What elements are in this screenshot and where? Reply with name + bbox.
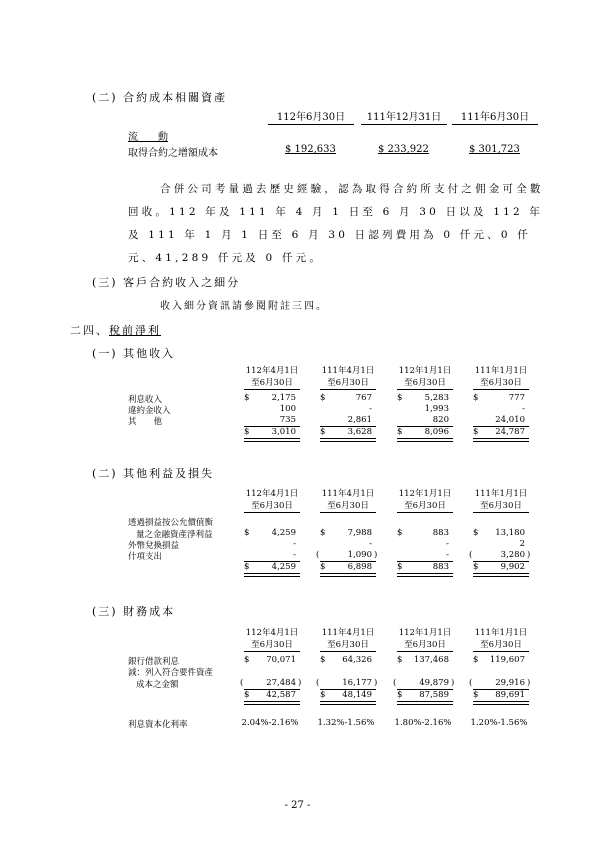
header-rule (473, 512, 529, 513)
dollar-sign: $ (473, 528, 479, 538)
finance-costs-title: (三) 財務成本 (92, 605, 176, 618)
column-header: 112年4月1日 (245, 366, 299, 376)
row-label: 量之金融資產淨利益 (136, 530, 213, 540)
paren-open: ( (316, 678, 320, 688)
note-title: 稅前淨利 (109, 324, 161, 337)
column-header: 111年4月1日 (321, 366, 375, 376)
total-cell: 4,259 (271, 562, 296, 572)
total-cell: 6,898 (347, 562, 372, 572)
row-label: 利息收入 (128, 395, 163, 405)
row-label: 減：列入符合要件資產 (128, 668, 214, 678)
dollar-sign: $ (244, 690, 250, 700)
value-cell: 49,879 (419, 678, 449, 688)
column-header: 111年1月1日 (474, 366, 528, 376)
total-cell: 3,628 (347, 427, 372, 437)
value-cell: 4,259 (271, 528, 296, 538)
row-label: 成本之金額 (136, 680, 179, 690)
column-header: 111年4月1日 (321, 489, 375, 499)
header-rule (320, 389, 376, 390)
row-label: 其 他 (128, 417, 163, 427)
header-rule (244, 512, 300, 513)
paren-close: ) (451, 678, 455, 688)
value-cell: 7,988 (347, 528, 372, 538)
value-cell: 2,861 (347, 415, 372, 425)
dollar-sign: $ (320, 393, 326, 403)
total-cell: 9,902 (500, 562, 525, 572)
row-label: 銀行借款利息 (128, 657, 180, 667)
double-rule (473, 573, 529, 577)
column-header: 112年4月1日 (245, 628, 299, 638)
dollar-sign: $ (320, 690, 326, 700)
dollar-sign: $ (320, 562, 326, 572)
value-cell: - (522, 404, 525, 414)
value-cell: 1,090 (347, 550, 372, 560)
contract-cost-paragraph: 合併公司考量過去歷史經驗，認為取得合約所支付之佣金可全數回收。112 年及 111 年 4 月 1 日至 6 月 30 日以及 112 年及 111 年 1 月 1 日至 6 月 30 日認列費用為 0 仟元、0 仟元、41,289 仟元及 0 仟元。 (128, 183, 544, 264)
double-rule (320, 438, 376, 442)
value-cell: 16,177 (342, 678, 372, 688)
section-revenue-breakdown-title: (三) 客戶合約收入之細分 (92, 276, 241, 289)
total-cell: 87,589 (419, 690, 449, 700)
page-number: - 27 - (284, 800, 311, 811)
header-rule (320, 512, 376, 513)
dollar-sign: $ (473, 655, 479, 665)
value-cell: - (369, 539, 372, 549)
column-header: 111年4月1日 (321, 628, 375, 638)
value-cell: 29,916 (495, 678, 525, 688)
dollar-sign: $ (473, 427, 479, 437)
dollar-sign: $ (397, 393, 403, 403)
header-rule (244, 389, 300, 390)
row-label: 外幣兌換損益 (128, 541, 180, 551)
header-rule (452, 124, 538, 125)
column-header: 至6月30日 (251, 378, 293, 388)
dollar-sign: $ (320, 427, 326, 437)
value-cell: - (446, 550, 449, 560)
paren-close: ) (527, 678, 531, 688)
col-header-date-2: 111年12月31日 (366, 112, 442, 123)
double-rule (320, 701, 376, 705)
value-cell: 2 (519, 539, 525, 549)
value-cell: 27,484 (266, 678, 296, 688)
rate-cell: 2.04%-2.16% (241, 718, 299, 728)
total-cell: 48,149 (342, 690, 372, 700)
total-cell: 883 (432, 562, 449, 572)
header-rule (397, 512, 453, 513)
rate-cell: 1.80%-2.16% (394, 718, 452, 728)
revenue-breakdown-note: 收入細分資訊請參閱附註三四。 (160, 301, 328, 312)
header-rule (397, 651, 453, 652)
value-cell: - (293, 539, 296, 549)
note-number: 二四、 (70, 324, 109, 337)
header-rule (244, 651, 300, 652)
value-cell: 70,071 (266, 655, 296, 665)
column-header: 112年4月1日 (245, 489, 299, 499)
column-header: 至6月30日 (404, 378, 446, 388)
value-cell: 820 (432, 415, 449, 425)
value-cell: 767 (355, 393, 372, 403)
header-rule (361, 124, 447, 125)
value-cell: 119,607 (489, 655, 525, 665)
dollar-sign: $ (397, 562, 403, 572)
dollar-sign: $ (397, 690, 403, 700)
value-cell: 24,010 (495, 415, 525, 425)
paren-close: ) (527, 550, 531, 560)
dollar-sign: $ (473, 393, 479, 403)
double-rule (473, 438, 529, 442)
total-cell: 24,787 (495, 427, 525, 437)
column-header: 至6月30日 (327, 378, 369, 388)
value-cell: 137,468 (413, 655, 449, 665)
column-header: 至6月30日 (404, 640, 446, 650)
total-cell: 89,691 (495, 690, 525, 700)
row-label: 什項支出 (128, 552, 163, 562)
dollar-sign: $ (244, 528, 250, 538)
double-rule (320, 573, 376, 577)
dollar-sign: $ (244, 562, 250, 572)
col-header-date-3: 111年6月30日 (460, 112, 530, 123)
header-rule (473, 651, 529, 652)
rate-cell: 1.20%-1.56% (470, 718, 528, 728)
header-rule (473, 389, 529, 390)
value-cell: $ 301,723 (469, 144, 520, 155)
rate-label: 利息資本化利率 (128, 720, 188, 730)
column-header: 112年1月1日 (398, 628, 452, 638)
double-rule (397, 573, 453, 577)
section-contract-cost-title: (二) 合約成本相關資產 (92, 91, 228, 104)
double-rule (397, 438, 453, 442)
dollar-sign: $ (397, 528, 403, 538)
paren-open: ( (240, 678, 244, 688)
paren-close: ) (298, 678, 302, 688)
row-label: 透過損益按公允價值衡 (128, 518, 214, 528)
value-cell: 64,326 (342, 655, 372, 665)
total-cell: 3,010 (271, 427, 296, 437)
column-header: 112年1月1日 (398, 366, 452, 376)
total-cell: 42,587 (266, 690, 296, 700)
double-rule (244, 701, 300, 705)
value-cell: 777 (508, 393, 525, 403)
column-header: 至6月30日 (251, 640, 293, 650)
dollar-sign: $ (397, 427, 403, 437)
value-cell: 883 (432, 528, 449, 538)
column-header: 至6月30日 (404, 501, 446, 511)
dollar-sign: $ (244, 655, 250, 665)
paren-close: ) (374, 550, 378, 560)
value-cell: $ 233,922 (378, 144, 429, 155)
dollar-sign: $ (397, 655, 403, 665)
row-label: 取得合約之增額成本 (128, 148, 218, 159)
paren-open: ( (316, 550, 320, 560)
double-rule (473, 701, 529, 705)
column-header: 至6月30日 (327, 501, 369, 511)
column-header: 至6月30日 (480, 378, 522, 388)
dollar-sign: $ (320, 528, 326, 538)
paren-open: ( (469, 550, 473, 560)
double-rule (397, 701, 453, 705)
dollar-sign: $ (473, 690, 479, 700)
dollar-sign: $ (244, 427, 250, 437)
header-rule (397, 389, 453, 390)
other-gains-losses-title: (二) 其他利益及損失 (92, 467, 215, 480)
column-header: 111年1月1日 (474, 628, 528, 638)
header-rule (320, 651, 376, 652)
column-header: 111年1月1日 (474, 489, 528, 499)
value-cell: 100 (279, 404, 296, 414)
total-cell: 8,096 (424, 427, 449, 437)
category-label: 流 動 (128, 132, 168, 143)
col-header-date-1: 112年6月30日 (276, 112, 346, 123)
column-header: 至6月30日 (480, 501, 522, 511)
column-header: 112年1月1日 (398, 489, 452, 499)
dollar-sign: $ (473, 562, 479, 572)
value-cell: - (293, 550, 296, 560)
value-cell: 735 (279, 415, 296, 425)
other-income-title: (一) 其他收入 (92, 347, 176, 360)
value-cell: 3,280 (500, 550, 525, 560)
double-rule (244, 573, 300, 577)
paren-open: ( (469, 678, 473, 688)
column-header: 至6月30日 (251, 501, 293, 511)
value-cell: - (369, 404, 372, 414)
dollar-sign: $ (320, 655, 326, 665)
note-24-title (70, 322, 161, 338)
row-label: 違約金收入 (128, 406, 171, 416)
value-cell: 5,283 (424, 393, 449, 403)
column-header: 至6月30日 (327, 640, 369, 650)
paren-close: ) (374, 678, 378, 688)
value-cell: 2,175 (271, 393, 296, 403)
dollar-sign: $ (244, 393, 250, 403)
paren-open: ( (393, 678, 397, 688)
double-rule (244, 438, 300, 442)
column-header: 至6月30日 (480, 640, 522, 650)
value-cell: 1,993 (424, 404, 449, 414)
header-rule (268, 124, 354, 125)
rate-cell: 1.32%-1.56% (317, 718, 375, 728)
value-cell: 13,180 (495, 528, 525, 538)
value-cell: $ 192,633 (285, 144, 336, 155)
value-cell: - (446, 539, 449, 549)
